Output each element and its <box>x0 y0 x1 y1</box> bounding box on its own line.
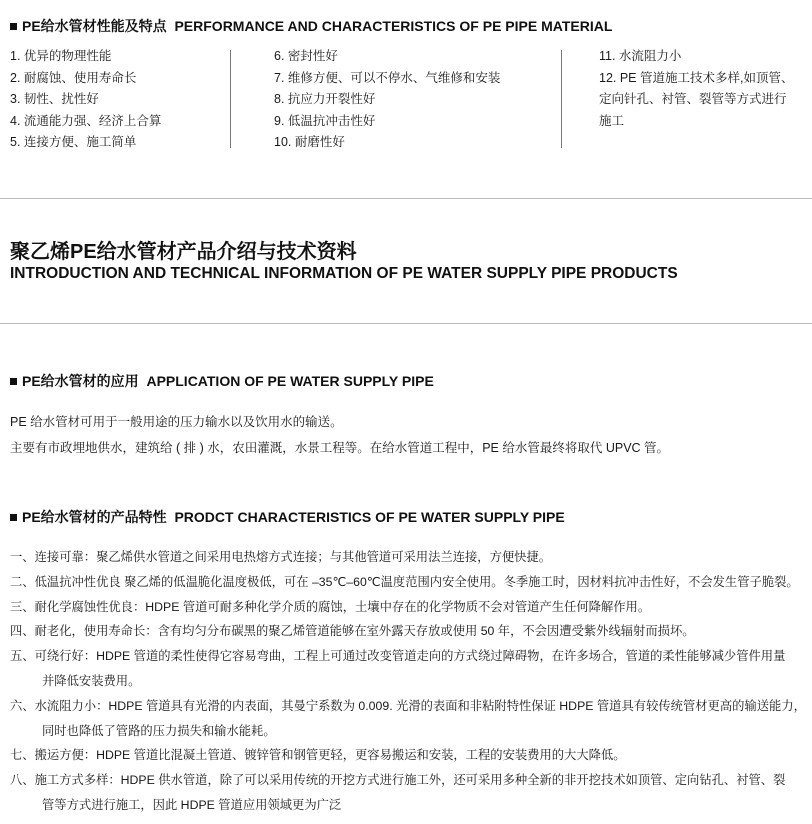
list-item: 一、连接可靠：聚乙烯供水管道之间采用电热熔方式连接；与其他管道可采用法兰连接，方便快捷。 <box>10 550 552 564</box>
intro-title-en: INTRODUCTION AND TECHNICAL INFORMATION OF PE WATER SUPPLY PIPE PRODUCTS <box>10 265 678 282</box>
list-item: 11. 水流阻力小 <box>599 49 682 63</box>
heading-cn: PE给水管材的产品特性 <box>22 509 167 525</box>
heading-cn: PE给水管材的应用 <box>22 373 139 389</box>
list-item: 3. 韧性、扰性好 <box>10 92 99 106</box>
performance-column-1 <box>10 46 161 154</box>
column-divider <box>561 50 562 148</box>
square-bullet-icon <box>10 514 17 521</box>
list-item: 7. 维修方便、可以不停水、气维修和安装 <box>274 70 501 85</box>
list-item-continuation: 并降低安装费用。 <box>42 673 141 688</box>
product-characteristics-list <box>10 545 810 818</box>
heading-en: APPLICATION OF PE WATER SUPPLY PIPE <box>146 373 434 389</box>
performance-heading <box>10 16 612 36</box>
list-item: 七、搬运方便：HDPE 管道比混凝土管道、镀锌管和钢管更轻，更容易搬运和安装，工程的安装费用的大大降低。 <box>10 748 626 763</box>
list-item: 10. 耐磨性好 <box>274 135 345 149</box>
divider-line <box>0 323 812 324</box>
square-bullet-icon <box>10 23 17 30</box>
list-item: 12. PE 管道施工技术多样,如顶管、 <box>599 70 794 85</box>
list-item: 8. 抗应力开裂性好 <box>274 92 376 106</box>
divider-line <box>0 198 812 199</box>
performance-column-2 <box>274 46 500 154</box>
list-item-continuation: 同时也降低了管路的压力损失和输水能耗。 <box>42 723 276 738</box>
application-paragraph: PE 给水管材可用于一般用途的压力输水以及饮用水的输送。 <box>10 415 343 429</box>
application-paragraph: 主要有市政埋地供水，建筑给 ( 排 ) 水，农田灌溉，水景工程等。在给水管道工程中，PE 给水管最终将取代 UPVC 管。 <box>10 441 670 455</box>
heading-en: PRODCT CHARACTERISTICS OF PE WATER SUPPLY PIPE <box>174 509 565 525</box>
list-item-continuation: 管等方式进行施工，因此 HDPE 管道应用领域更为广泛 <box>42 797 342 812</box>
list-item: 5. 连接方便、施工简单 <box>10 135 137 149</box>
column-divider <box>230 50 231 148</box>
heading-en: PERFORMANCE AND CHARACTERISTICS OF PE PIPE MATERIAL <box>174 18 613 34</box>
list-item: 五、可绕行好：HDPE 管道的柔性使得它容易弯曲，工程上可通过改变管道走向的方式绕过障碍物，在许多场合，管道的柔性能够减少管件用量 <box>10 649 786 664</box>
list-item: 施工 <box>599 113 625 128</box>
list-item: 四、耐老化，使用寿命长：含有均匀分布碳黑的聚乙烯管道能够在室外露天存放或使用 50 年，不会因遭受紫外线辐射而损坏。 <box>10 624 695 639</box>
list-item: 4. 流通能力强、经济上合算 <box>10 113 162 128</box>
list-item: 9. 低温抗冲击性好 <box>274 113 376 128</box>
list-item: 6. 密封性好 <box>274 49 338 63</box>
intro-title-cn: 聚乙烯PE给水管材产品介绍与技术资料 <box>10 241 357 263</box>
list-item: 2. 耐腐蚀、使用寿命长 <box>10 70 137 85</box>
list-item: 1. 优异的物理性能 <box>10 49 112 63</box>
list-item: 定向针孔、衬管、裂管等方式进行 <box>599 92 787 106</box>
application-heading <box>10 371 434 391</box>
product-heading <box>10 507 565 527</box>
list-item: 二、低温抗冲性优良 聚乙烯的低温脆化温度极低，可在 –35℃–60℃温度范围内安全使用。冬季施工时，因材料抗冲击性好，不会发生管子脆裂。 <box>10 574 799 589</box>
square-bullet-icon <box>10 378 17 385</box>
list-item: 三、耐化学腐蚀性优良：HDPE 管道可耐多种化学介质的腐蚀，土壤中存在的化学物质不会对管道产生任何降解作用。 <box>10 599 651 614</box>
list-item: 八、施工方式多样：HDPE 供水管道，除了可以采用传统的开挖方式进行施工外，还可采用多种全新的非开挖技术如顶管、定向钻孔、衬管、裂 <box>10 773 786 788</box>
performance-column-3 <box>599 46 793 132</box>
heading-cn: PE给水管材性能及特点 <box>22 18 167 34</box>
list-item: 六、水流阻力小：HDPE 管道具有光滑的内表面，其曼宁系数为 0.009. 光滑的表面和非粘附特性保证 HDPE 管道具有较传统管材更高的输送能力， <box>10 698 806 713</box>
